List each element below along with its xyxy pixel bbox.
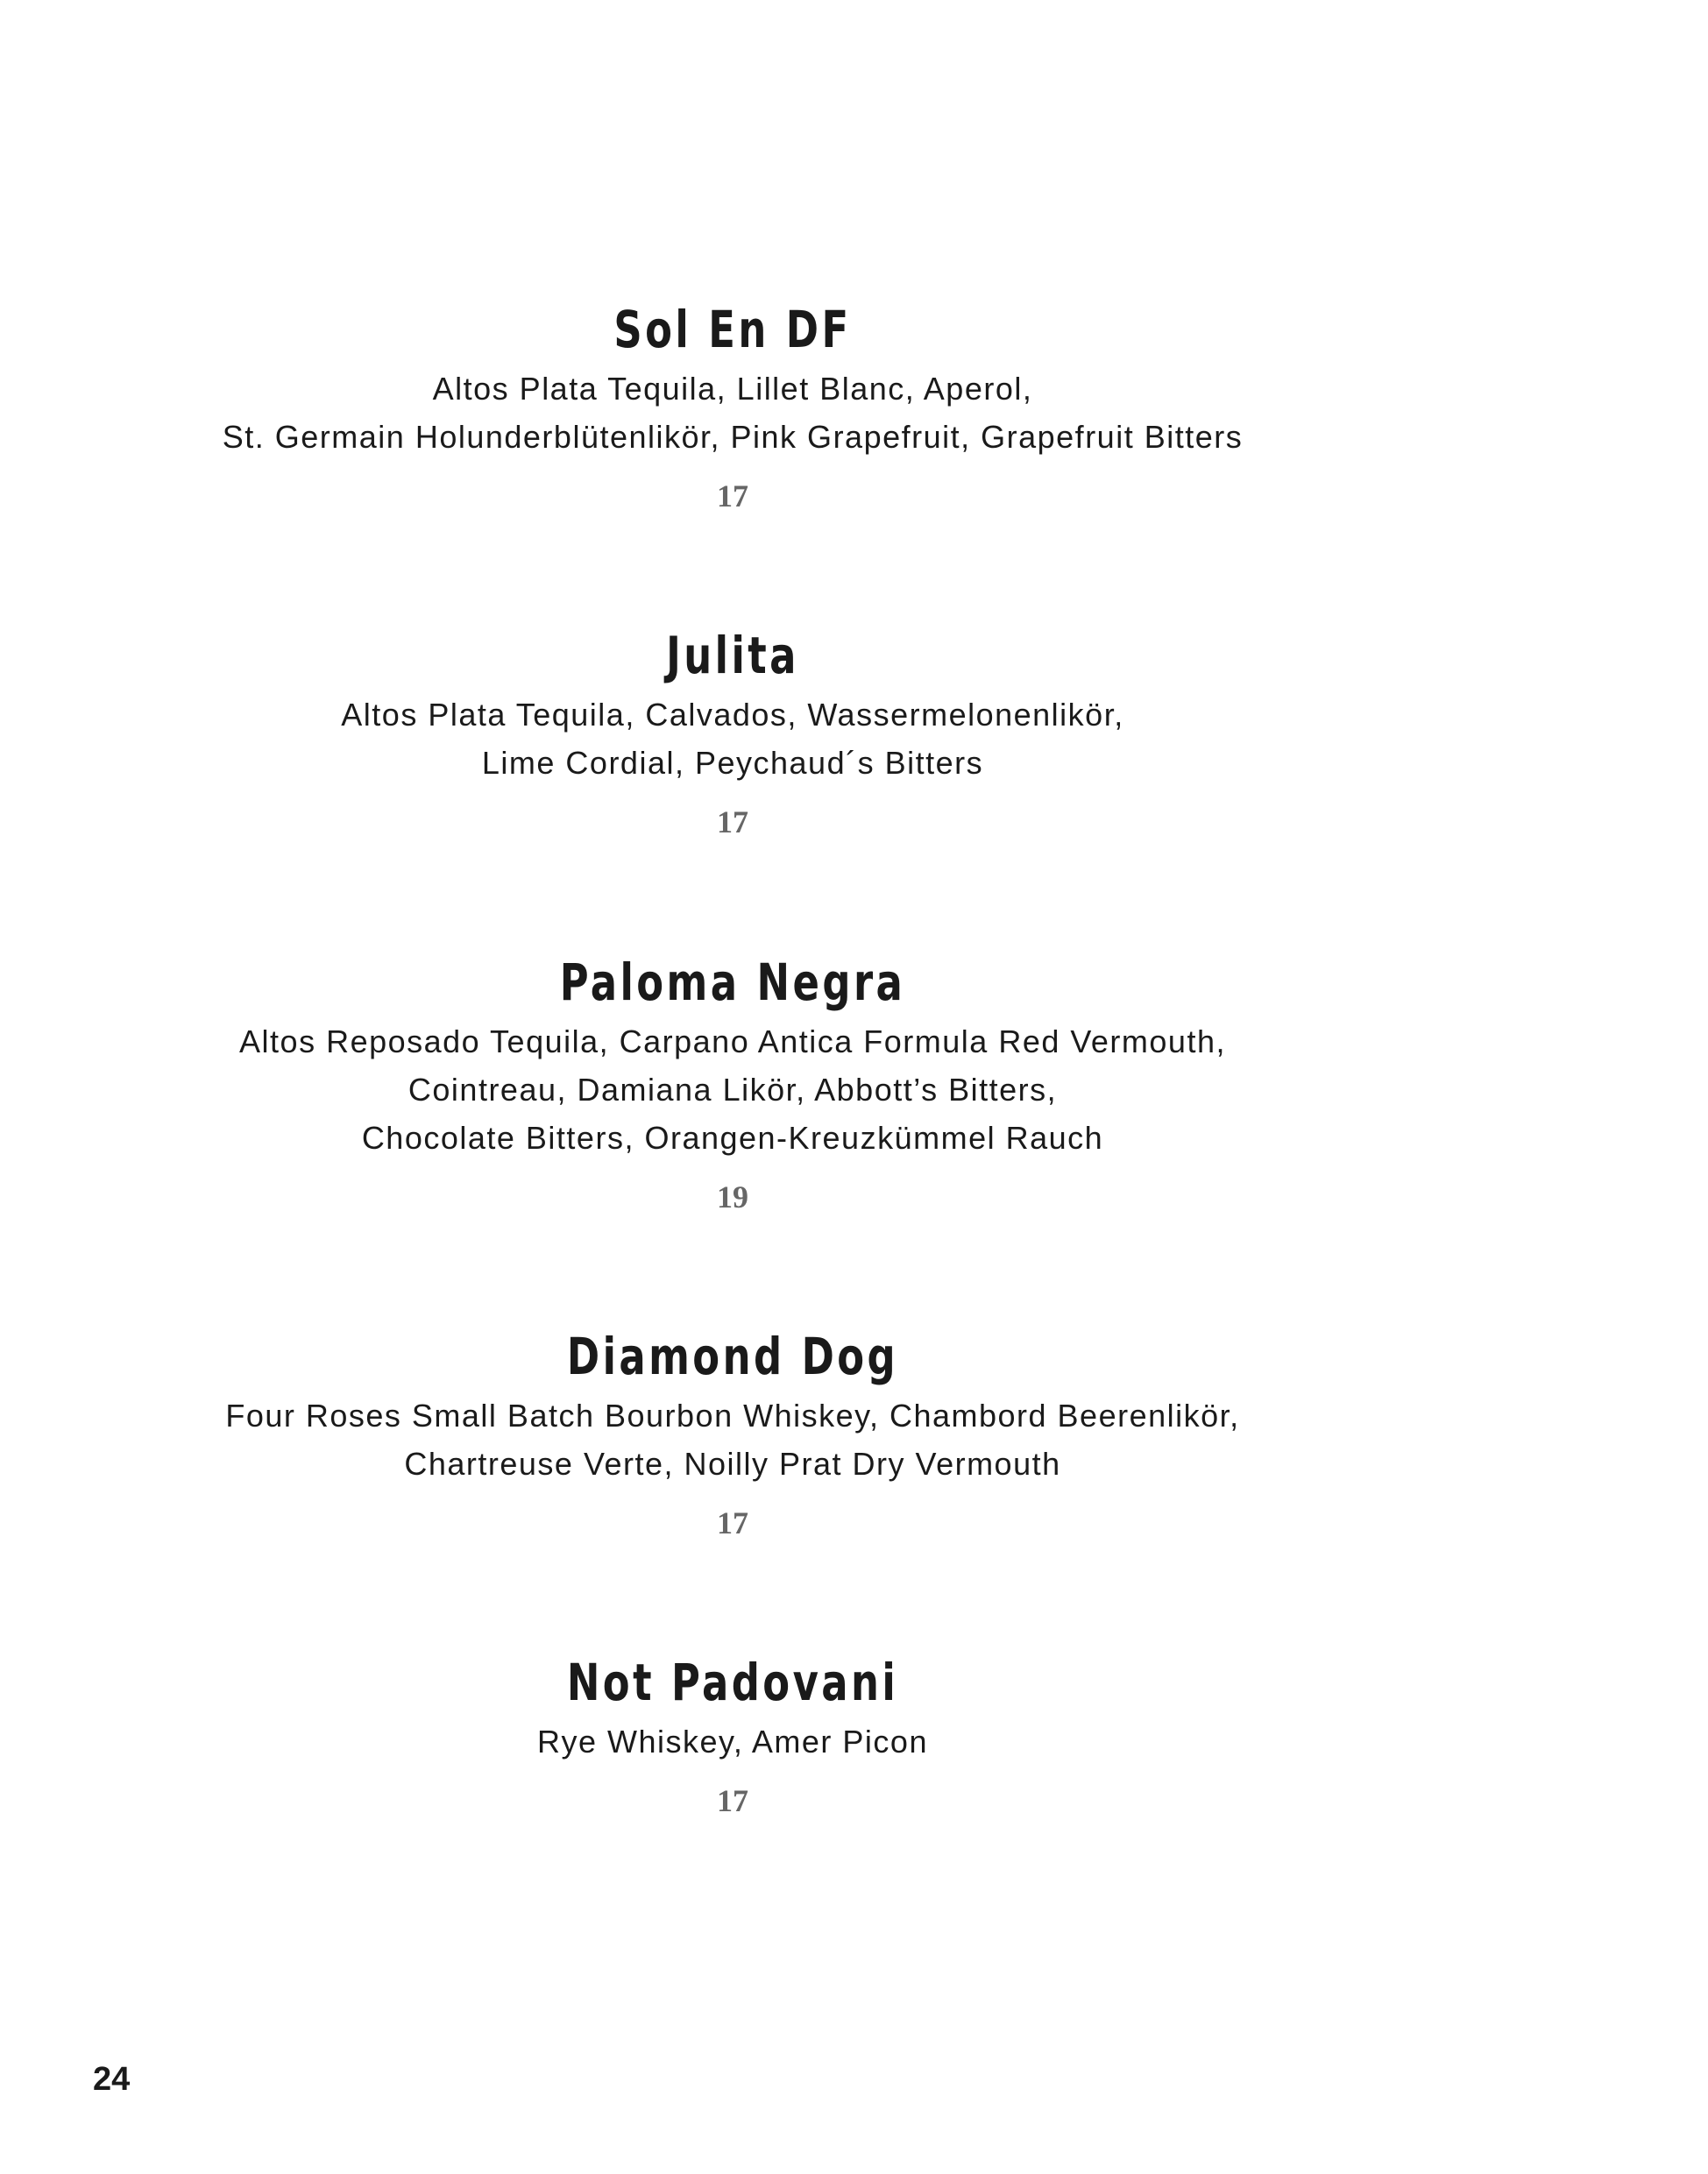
drink-name: Not Padovani — [566, 1653, 899, 1712]
drink-name: Diamond Dog — [566, 1327, 899, 1386]
menu-item-not-padovani — [0, 1651, 1465, 1818]
price: 19 — [717, 1179, 748, 1214]
menu-item-paloma-negra — [0, 951, 1465, 1214]
menu-item-sol-en-df — [0, 298, 1465, 513]
ingredient-line: Altos Plata Tequila, Calvados, Wassermelonenlikör, — [341, 697, 1124, 733]
ingredients — [0, 1017, 1465, 1162]
ingredient-line: Altos Reposado Tequila, Carpano Antica Formula Red Vermouth, — [239, 1023, 1226, 1059]
ingredient-line: Four Roses Small Batch Bourbon Whiskey, Chambord Beerenlikör, — [225, 1398, 1240, 1434]
ingredient-line: Altos Plata Tequila, Lillet Blanc, Aperol, — [432, 371, 1033, 407]
menu-item-julita — [0, 624, 1465, 839]
ingredients — [0, 365, 1465, 461]
price: 17 — [717, 1505, 748, 1540]
ingredient-line: Lime Cordial, Peychaud´s Bitters — [481, 745, 984, 781]
price: 17 — [717, 804, 748, 839]
ingredients — [0, 1717, 1465, 1766]
ingredients — [0, 690, 1465, 787]
price: 17 — [717, 1783, 748, 1818]
menu-item-diamond-dog — [0, 1325, 1465, 1540]
ingredient-line: Cointreau, Damiana Likör, Abbott’s Bitters, — [408, 1072, 1058, 1108]
ingredient-line: Rye Whiskey, Amer Picon — [537, 1724, 928, 1760]
drink-name: Sol En DF — [613, 300, 852, 359]
ingredient-line: Chocolate Bitters, Orangen-Kreuzkümmel Rauch — [361, 1120, 1104, 1156]
drink-name: Paloma Negra — [559, 952, 906, 1012]
ingredient-line: Chartreuse Verte, Noilly Prat Dry Vermouth — [404, 1446, 1061, 1482]
price: 17 — [717, 478, 748, 513]
drink-name: Julita — [666, 626, 799, 685]
ingredients — [0, 1392, 1465, 1488]
page-number: 24 — [93, 2061, 131, 2098]
ingredient-line: St. Germain Holunderblütenlikör, Pink Grapefruit, Grapefruit Bitters — [222, 419, 1244, 455]
